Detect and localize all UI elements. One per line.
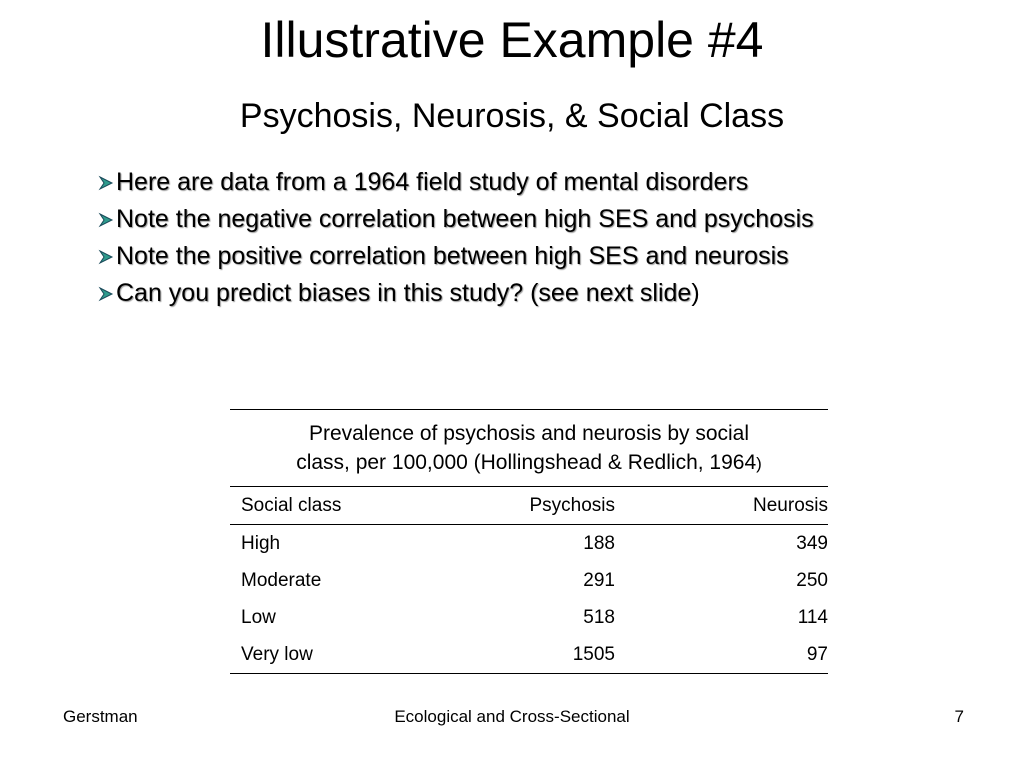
- table-row: [230, 562, 828, 599]
- bullet-text: Can you predict biases in this study? (see next slide: [116, 279, 692, 307]
- cell-social-class: Low: [241, 606, 276, 628]
- header-social-class: Social class: [241, 494, 342, 516]
- bullet-text-suffix: ): [691, 279, 700, 307]
- table-row: [230, 599, 828, 636]
- prevalence-table: [230, 409, 828, 674]
- bullet-text: Note the negative correlation between high SES and psychosis: [116, 205, 814, 233]
- arrow-bullet-icon: [98, 212, 114, 228]
- bullet-text: Note the positive correlation between high SES and neurosis: [116, 242, 789, 270]
- header-psychosis: Psychosis: [529, 494, 615, 516]
- bullet-list: [98, 164, 998, 312]
- caption-line-1: Prevalence of psychosis and neurosis by social: [308, 422, 750, 445]
- caption-paren: ): [756, 454, 762, 473]
- caption-line-2: [240, 448, 818, 478]
- arrow-bullet-icon: [98, 286, 114, 302]
- footer-author: Gerstman: [63, 707, 138, 726]
- cell-neurosis: 349: [796, 532, 828, 554]
- cell-neurosis: 97: [806, 643, 828, 665]
- cell-social-class: Moderate: [241, 569, 322, 591]
- bullet-item: [98, 201, 998, 238]
- cell-psychosis: 188: [583, 532, 615, 554]
- bullet-item: [98, 164, 998, 201]
- cell-social-class: Very low: [241, 643, 313, 665]
- cell-psychosis: 518: [583, 606, 615, 628]
- slide-title: Illustrative Example #4: [260, 12, 764, 68]
- footer-page-number: 7: [954, 707, 964, 726]
- table-row: [230, 636, 828, 673]
- bullet-item: [98, 238, 998, 275]
- table-caption: [230, 410, 828, 487]
- footer-topic: Ecological and Cross-Sectional: [394, 707, 630, 726]
- cell-psychosis: 291: [583, 569, 615, 591]
- caption-line-2-text: class, per 100,000 (Hollingshead & Redlich, 1964: [296, 451, 757, 474]
- table-header-row: [230, 487, 828, 525]
- bullet-text: Here are data from a 1964 field study of mental disorders: [116, 168, 749, 196]
- header-neurosis: Neurosis: [753, 494, 828, 516]
- table-row: [230, 525, 828, 562]
- arrow-bullet-icon: [98, 175, 114, 191]
- bullet-item: [98, 275, 998, 312]
- cell-neurosis: 114: [797, 606, 828, 628]
- arrow-bullet-icon: [98, 249, 114, 265]
- cell-social-class: High: [241, 532, 281, 554]
- cell-psychosis: 1505: [572, 643, 615, 665]
- cell-neurosis: 250: [796, 569, 828, 591]
- slide-subtitle: Psychosis, Neurosis, & Social Class: [239, 97, 785, 135]
